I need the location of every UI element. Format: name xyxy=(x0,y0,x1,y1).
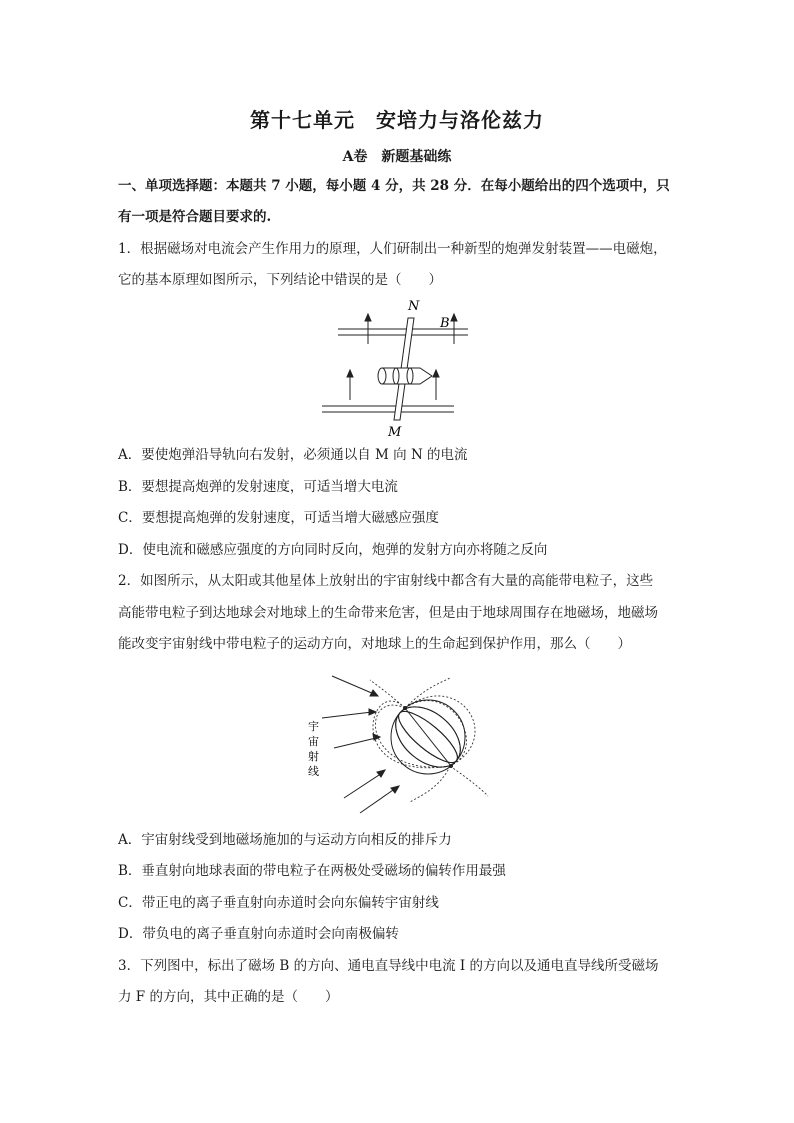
q2-option-a: A．宇宙射线受到地磁场施加的与运动方向相反的排斥力 xyxy=(118,832,452,848)
q1-option-a: A．要使炮弹沿导轨向右发射，必须通以自 M 向 N 的电流 xyxy=(118,447,468,463)
q2-option-c: C．带正电的离子垂直射向赤道时会向东偏转宇宙射线 xyxy=(118,895,439,911)
q1-option-b: B．要想提高炮弹的发射速度，可适当增大电流 xyxy=(118,479,398,495)
q1-stem-line2: 它的基本原理如图所示，下列结论中错误的是（ ） xyxy=(118,272,442,288)
q2-label-char-1: 宇 xyxy=(308,720,319,733)
page-subtitle: A卷 新题基础练 xyxy=(342,149,452,165)
section-instruction-line1: 一、单项选择题：本题共 7 小题，每小题 4 分，共 28 分．在每小题给出的四个选项中，只 xyxy=(118,178,670,194)
q1-label-b: B xyxy=(440,316,450,331)
q1-railgun-figure xyxy=(310,294,480,442)
q3-stem-line1: 3．下列图中，标出了磁场 B 的方向、通电直导线中电流 I 的方向以及通电直导线所受磁场 xyxy=(118,958,659,974)
q1-label-n: N xyxy=(408,299,420,314)
q2-stem-line1: 2．如图所示，从太阳或其他星体上放射出的宇宙射线中都含有大量的高能带电粒子，这些 xyxy=(118,573,654,589)
q1-label-m: M xyxy=(388,425,402,440)
q1-option-d: D．使电流和磁感应强度的方向同时反向，炮弹的发射方向亦将随之反向 xyxy=(118,542,548,558)
q2-option-d: D．带负电的离子垂直射向赤道时会向南极偏转 xyxy=(118,926,399,942)
q2-option-b: B．垂直射向地球表面的带电粒子在两极处受磁场的偏转作用最强 xyxy=(118,863,506,879)
q2-geomagnetic-figure xyxy=(300,668,500,818)
q2-label-char-2: 宙 xyxy=(308,735,319,748)
q2-stem-line3: 能改变宇宙射线中带电粒子的运动方向，对地球上的生命起到保护作用，那么（ ） xyxy=(118,636,631,652)
q2-label-char-3: 射 xyxy=(308,750,319,763)
q1-option-c: C．要想提高炮弹的发射速度，可适当增大磁感应强度 xyxy=(118,510,439,526)
section-instruction-line2: 有一项是符合题目要求的. xyxy=(118,209,272,225)
q1-stem-line1: 1．根据磁场对电流会产生作用力的原理，人们研制出一种新型的炮弹发射装置——电磁炮， xyxy=(118,241,667,257)
q2-label-char-4: 线 xyxy=(308,765,319,778)
q3-stem-line2: 力 F 的方向，其中正确的是（ ） xyxy=(118,989,339,1005)
q2-stem-line2: 高能带电粒子到达地球会对地球上的生命带来危害，但是由于地球周围存在地磁场，地磁场 xyxy=(118,605,658,621)
page-title: 第十七单元 安培力与洛伦兹力 xyxy=(250,108,544,132)
